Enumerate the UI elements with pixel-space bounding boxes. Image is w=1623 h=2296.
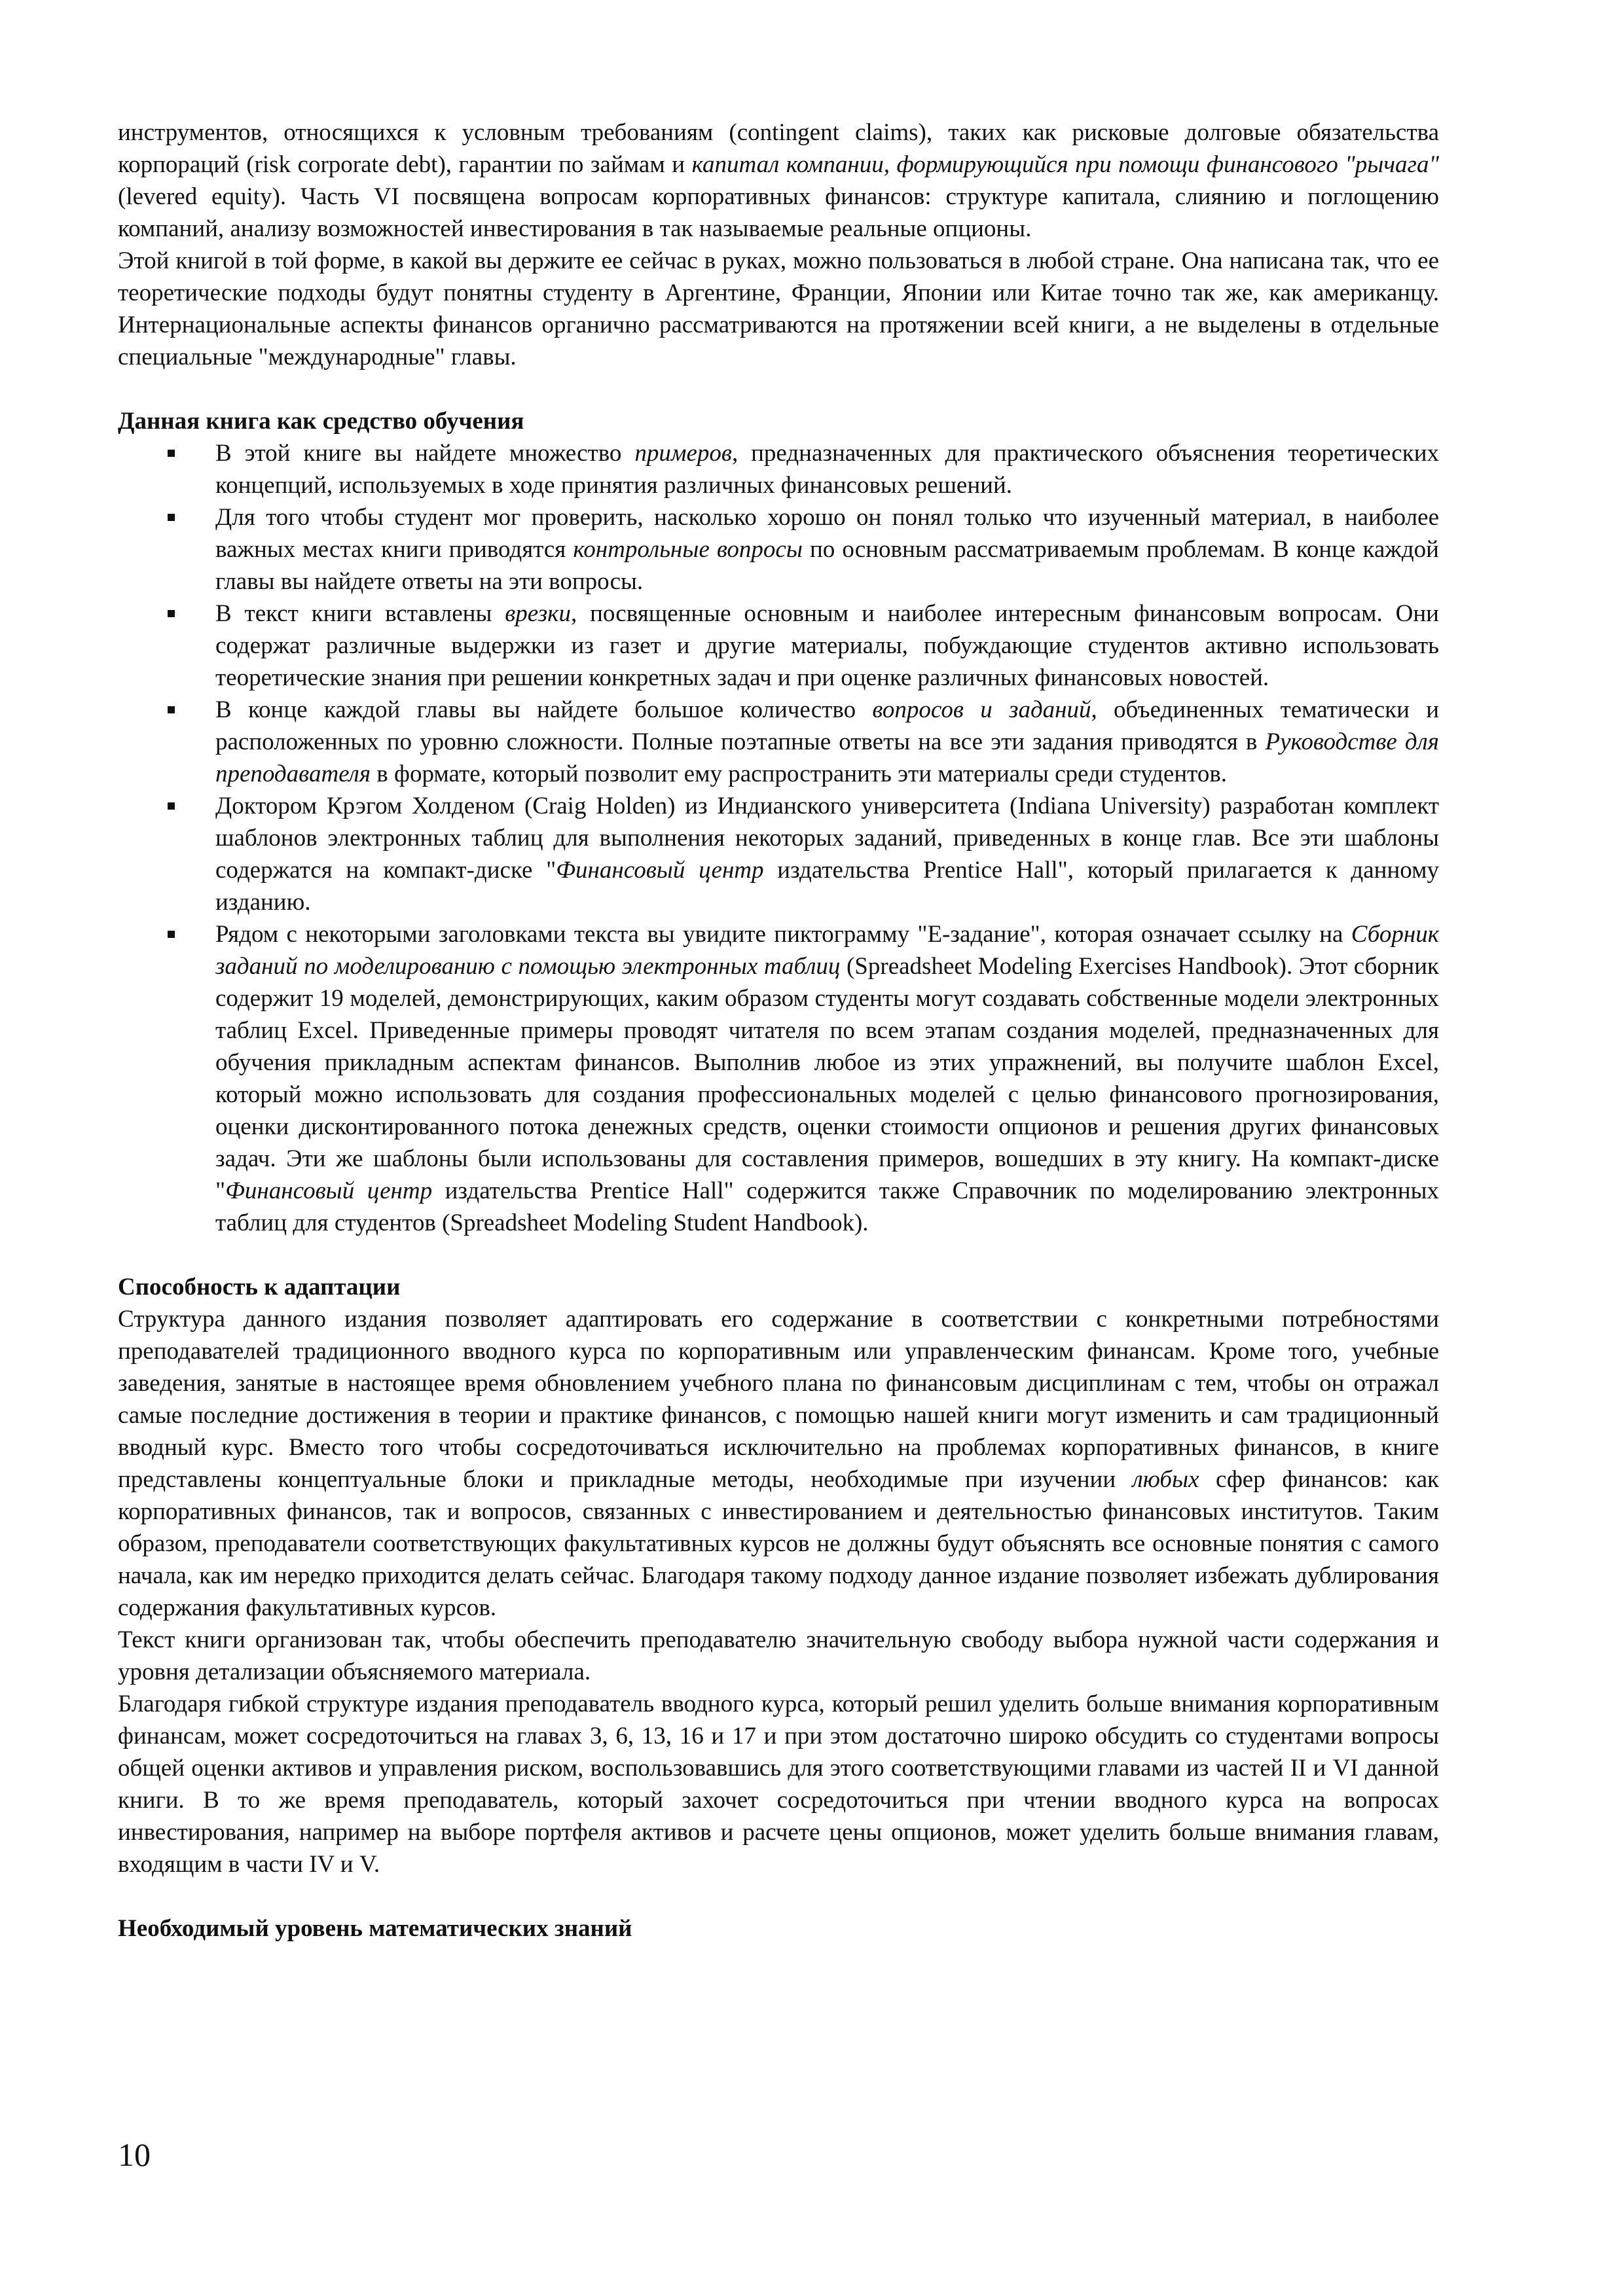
list-item-text: В этой книге вы найдете множество примеров, предназначенных для практического объяснения теоретических концепций, используемых в ходе принятия различных финансовых решений.	[215, 440, 1439, 499]
list-item-text: Для того чтобы студент мог проверить, насколько хорошо он понял только что изученный материал, в наиболее важных местах книги приводятся контрольные вопросы по основным рассматриваемым проблемам. В конце каждой главы вы найдете ответы на эти вопросы.	[215, 504, 1439, 595]
section-heading-math: Необходимый уровень математических знаний	[118, 1915, 632, 1942]
bullet-icon	[168, 450, 175, 457]
page-body	[118, 117, 1439, 1945]
bullet-icon	[168, 610, 175, 617]
list-item	[118, 437, 1439, 501]
bullet-icon	[168, 706, 175, 713]
bullet-icon	[168, 931, 175, 938]
adaptation-paragraph-1: Структура данного издания позволяет адаптировать его содержание в соответствии с конкретными потребностями преподавателей традиционного вводного курса по корпоративным или управленческим финансам. Кроме того, учебные заведения, занятые в настоящее время обновлением учебного плана по финансовым дисциплинам с тем, чтобы он отражал самые последние достижения в теории и практике финансов, с помощью нашей книги могут изменить и сам традиционный вводный курс. Вместо того чтобы сосредоточиваться исключительно на проблемах корпоративных финансов, в книге представлены концептуальные блоки и прикладные методы, необходимые при изучении любых сфер финансов: как корпоративных финансов, так и вопросов, связанных с инвестированием и деятельностью финансовых институтов. Таким образом, преподаватели соответствующих факультативных курсов не должны будут объяснять все основные понятия с самого начала, как им нередко приходится делать сейчас. Благодаря такому подходу данное издание позволяет избежать дублирования содержания факультативных курсов.	[118, 1306, 1440, 1621]
list-item-text: В текст книги вставлены врезки, посвященные основным и наиболее интересным финансовым вопросам. Они содержат различные выдержки из газет и другие материалы, побуждающие студентов активно использовать теоретические знания при решении конкретных задач и при оценке различных финансовых новостей.	[215, 600, 1439, 691]
list-item	[118, 501, 1439, 598]
intro-paragraph-1: инструментов, относящихся к условным требованиям (contingent claims), таких как рисковые долговые обязательства корпораций (risk corporate debt), гарантии по займам и капитал компании, формирующийся при помощи финансового "рычага" (levered equity). Часть VI посвящена вопросам корпоративных финансов: структуре капитала, слиянию и поглощению компаний, анализу возможностей инвестирования в так называемые реальные опционы.	[118, 119, 1439, 242]
list-item	[118, 598, 1439, 694]
list-item-text: В конце каждой главы вы найдете большое количество вопросов и заданий, объединенных тематически и расположенных по уровню сложности. Полные поэтапные ответы на все эти задания приводятся в Руководстве для преподавателя в формате, который позволит ему распространить эти материалы среди студентов.	[215, 696, 1439, 787]
section-heading-learning: Данная книга как средство обучения	[118, 408, 524, 435]
learning-features-list	[118, 437, 1439, 1239]
list-item-text: Доктором Крэгом Холденом (Craig Holden) из Индианского университета (Indiana University) разработан комплект шаблонов электронных таблиц для выполнения некоторых заданий, приведенных в конце глав. Все эти шаблоны содержатся на компакт-диске "Финансовый центр издательства Prentice Hall", который прилагается к данному изданию.	[215, 793, 1439, 916]
section-heading-adaptation: Способность к адаптации	[118, 1274, 401, 1300]
bullet-icon	[168, 514, 175, 521]
adaptation-paragraph-2: Текст книги организован так, чтобы обеспечить преподавателю значительную свободу выбора нужной части содержания и уровня детализации объясняемого материала.	[118, 1626, 1439, 1685]
list-item	[118, 694, 1439, 790]
intro-paragraph-2: Этой книгой в той форме, в какой вы держите ее сейчас в руках, можно пользоваться в любой стране. Она написана так, что ее теоретические подходы будут понятны студенту в Аргентине, Франции, Японии или Китае точно так же, как американцу. Интернациональные аспекты финансов органично рассматриваются на протяжении всей книги, а не выделены в отдельные специальные "международные" главы.	[118, 247, 1439, 370]
list-item	[118, 790, 1439, 918]
adaptation-paragraph-3: Благодаря гибкой структуре издания преподаватель вводного курса, который решил уделить больше внимания корпоративным финансам, может сосредоточиться на главах 3, 6, 13, 16 и 17 и при этом достаточно широко обсудить со студентами вопросы общей оценки активов и управления риском, воспользовавшись для этого соответствующими главами из частей II и VI данной книги. В то же время преподаватель, который захочет сосредоточиться при чтении вводного курса на вопросах инвестирования, например на выборе портфеля активов и расчете цены опционов, может уделить больше внимания главам, входящим в части IV и V.	[118, 1691, 1439, 1878]
list-item	[118, 918, 1439, 1239]
bullet-icon	[168, 802, 175, 810]
list-item-text: Рядом с некоторыми заголовками текста вы увидите пиктограмму "Е-задание", которая означает ссылку на Сборник заданий по моделированию с помощью электронных таблиц (Spreadsheet Modeling Exercises Handbook). Этот сборник содержит 19 моделей, демонстрирующих, каким образом студенты могут создавать собственные модели электронных таблиц Excel. Приведенные примеры проводят читателя по всем этапам создания моделей, предназначенных для обучения прикладным аспектам финансов. Выполнив любое из этих упражнений, вы получите шаблон Excel, который можно использовать для создания профессиональных моделей с целью финансового прогнозирования, оценки дисконтированного потока денежных средств, оценки стоимости опционов и решения других финансовых задач. Эти же шаблоны были использованы для составления примеров, вошедших в эту книгу. На компакт-диске "Финансовый центр издательства Prentice Hall" содержится также Справочник по моделированию электронных таблиц для студентов (Spreadsheet Modeling Student Handbook).	[215, 921, 1439, 1236]
page-number: 10	[118, 2136, 151, 2173]
